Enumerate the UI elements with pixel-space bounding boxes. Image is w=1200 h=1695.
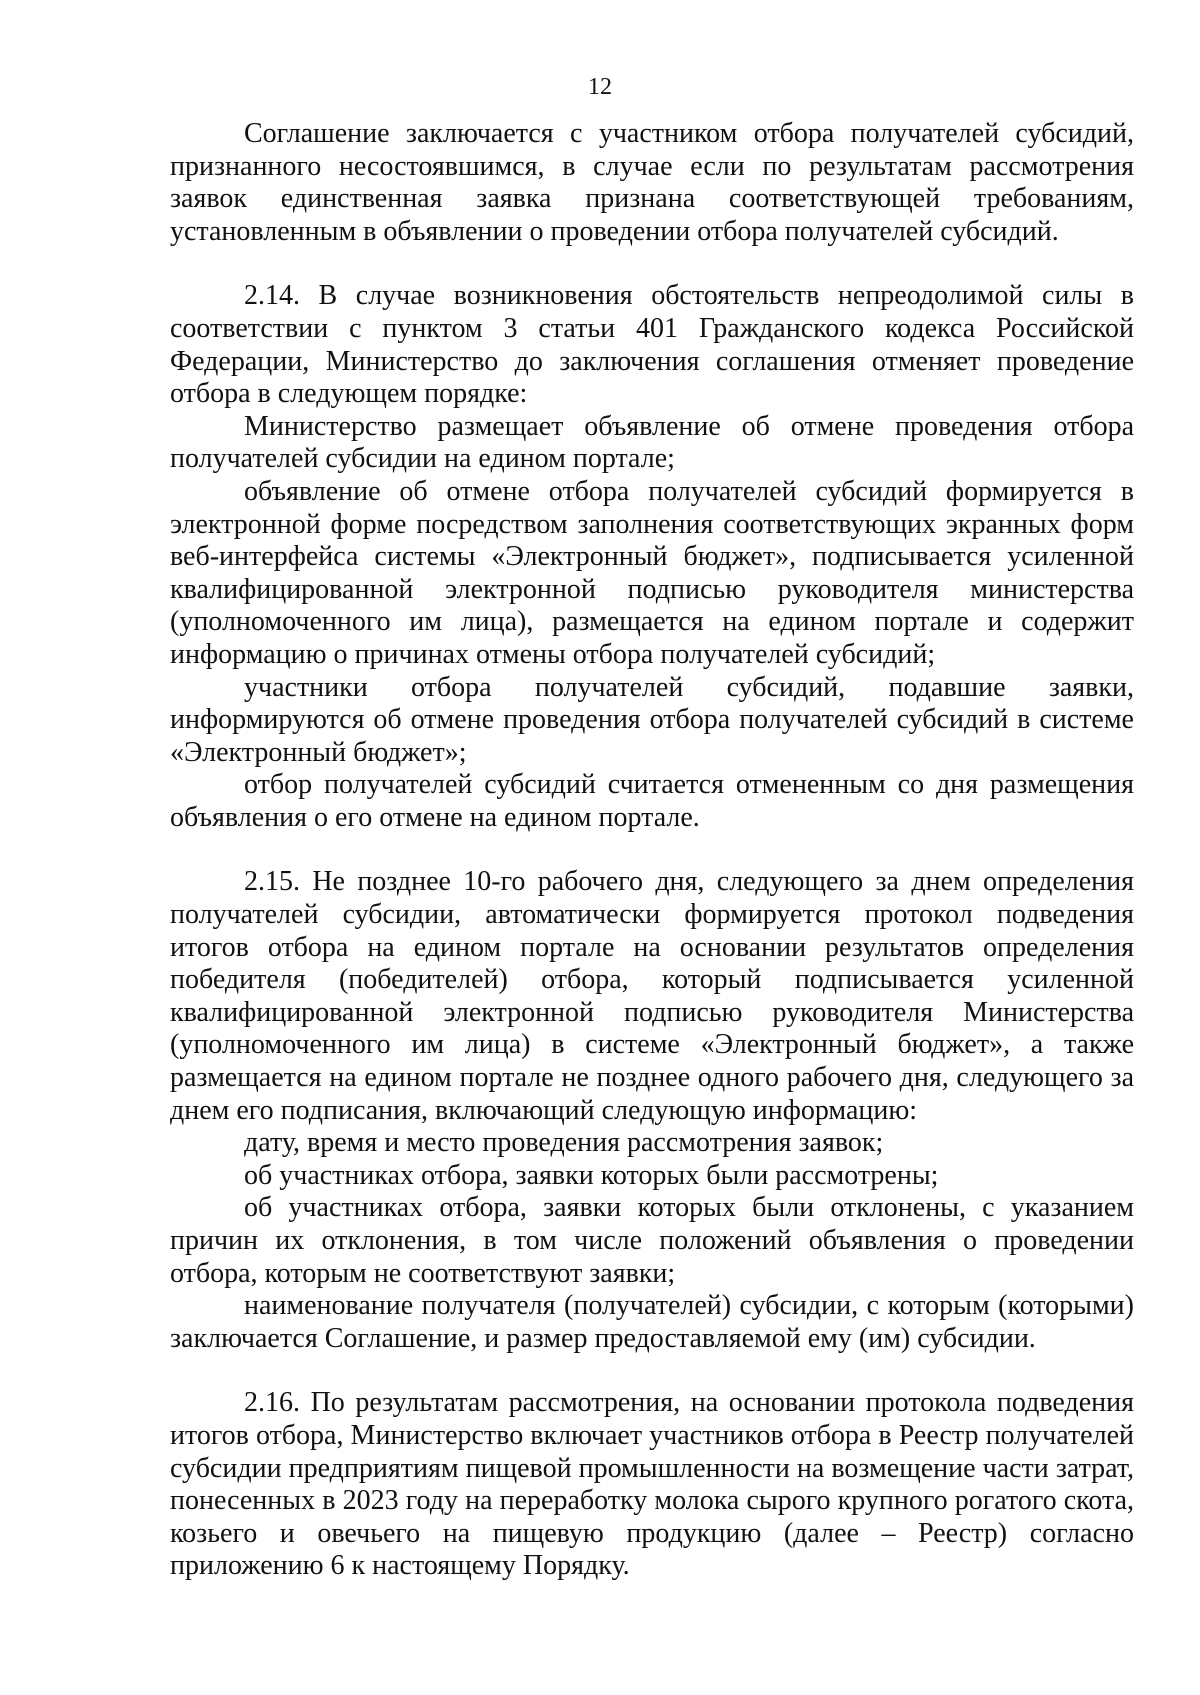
section-2-14-heading-paragraph: 2.14. В случае возникновения обстоятельств непреодолимой силы в соответствии с пунктом 3 статьи 401 Гражданского кодекса Российской Федерации, Министерство до заключения соглашения отменяет проведение отбора в следующем порядке: <box>170 280 1134 410</box>
page-number: 12 <box>588 74 612 100</box>
paragraph-participants-informed: участники отбора получателей субсидий, подавшие заявки, информируются об отмене проведения отбора получателей субсидий в системе «Электронный бюджет»; <box>170 671 1134 768</box>
paragraph-ministry-announcement: Министерство размещает объявление об отмене проведения отбора получателей субсидии на едином портале; <box>170 410 1134 475</box>
paragraph-recipient-name: наименование получателя (получателей) субсидии, с которым (которыми) заключается Соглашение, и размер предоставляемой ему (им) субсидии. <box>170 1290 1134 1354</box>
paragraph-agreement: Соглашение заключается с участником отбора получателей субсидий, признанного несостоявшимся, в случае если по результатам рассмотрения заявок единственная заявка признана соответствующей требованиям, установленным в объявлении о проведении отбора получателей субсидий. <box>170 118 1134 247</box>
section-2-16-heading-paragraph: 2.16. По результатам рассмотрения, на основании протокола подведения итогов отбора, Министерство включает участников отбора в Реестр получателей субсидии предприятиям пищевой промышленности на возмещение части затрат, понесенных в 2023 году на переработку молока сырого крупного рогатого скота, козьего и овечьего на пищевую продукцию (далее – Реестр) согласно приложению 6 к настоящему Порядку. <box>170 1387 1134 1582</box>
paragraph-date-time-place: дату, время и место проведения рассмотрения заявок; <box>244 1127 884 1159</box>
paragraph-participants-rejected: об участниках отбора, заявки которых были отклонены, с указанием причин их отклонения, в том числе положений объявления о проведении отбора, которым не соответствуют заявки; <box>170 1192 1134 1289</box>
document-body <box>170 118 1134 1583</box>
paragraph-selection-cancelled: отбор получателей субсидий считается отмененным со дня размещения объявления о его отмене на едином портале. <box>170 769 1134 833</box>
paragraph-participants-reviewed: об участниках отбора, заявки которых были рассмотрены; <box>244 1159 939 1191</box>
section-2-15-heading-paragraph: 2.15. Не позднее 10-го рабочего дня, следующего за днем определения получателей субсидии, автоматически формируется протокол подведения итогов отбора на едином портале на основании результатов определения победителя (победителей) отбора, который подписывается усиленной квалифицированной электронной подписью руководителя Министерства (уполномоченного им лица) в системе «Электронный бюджет», а также размещается на едином портале не позднее одного рабочего дня, следующего за днем его подписания, включающий следующую информацию: <box>170 866 1134 1126</box>
paragraph-cancellation-form: объявление об отмене отбора получателей субсидий формируется в электронной форме посредством заполнения соответствующих экранных форм веб-интерфейса системы «Электронный бюджет», подписывается усиленной квалифицированной электронной подписью руководителя министерства (уполномоченного им лица), размещается на едином портале и содержит информацию о причинах отмены отбора получателей субсидий; <box>170 475 1134 670</box>
